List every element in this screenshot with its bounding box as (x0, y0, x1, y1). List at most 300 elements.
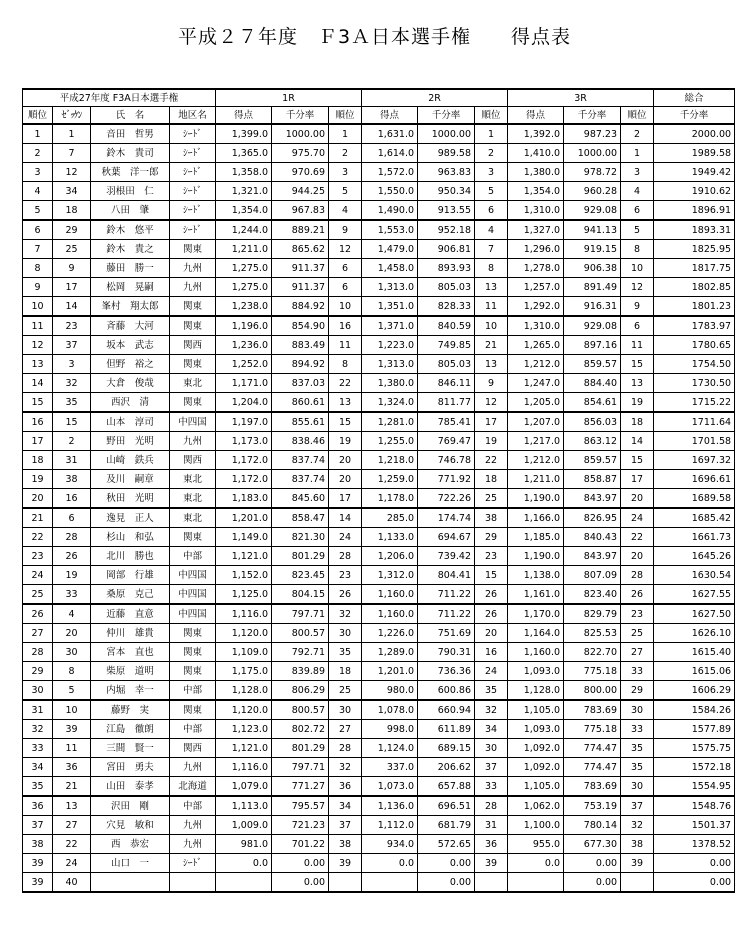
r1-rank-cell: 3 (329, 163, 362, 182)
r3-rank-cell: 14 (621, 432, 654, 451)
total-permil-cell: 1378.52 (654, 835, 735, 854)
r2-score-cell: 1,614.0 (362, 144, 418, 163)
region-cell: 関西 (170, 739, 216, 758)
r3-permil-cell: 843.97 (564, 489, 621, 509)
zekken-cell: 38 (53, 470, 91, 489)
r1-score-cell: 0.0 (216, 854, 272, 873)
r1-score-cell: 1,252.0 (216, 355, 272, 374)
r3-rank-cell: 20 (621, 547, 654, 566)
zekken-cell: 25 (53, 240, 91, 259)
total-permil-cell: 1615.40 (654, 643, 735, 662)
r1-score-cell: 1,173.0 (216, 432, 272, 451)
r2-permil-cell: 950.34 (418, 182, 475, 201)
region-cell: 九州 (170, 758, 216, 777)
r3-rank-cell: 6 (621, 201, 654, 221)
r2-score-cell: 1,351.0 (362, 297, 418, 317)
r2-permil-cell: 711.22 (418, 585, 475, 605)
total-permil-cell: 1584.26 (654, 700, 735, 720)
region-cell: 関東 (170, 240, 216, 259)
r3-permil-cell: 677.30 (564, 835, 621, 854)
region-cell: 中部 (170, 720, 216, 739)
zekken-cell: 4 (53, 604, 91, 624)
r3-permil-cell: 960.28 (564, 182, 621, 201)
r3-rank-cell: 26 (621, 585, 654, 605)
r1-rank-cell: 27 (329, 720, 362, 739)
rank-cell: 19 (23, 470, 53, 489)
r2-rank-cell: 10 (475, 316, 508, 336)
total-permil-cell: 0.00 (654, 873, 735, 893)
name-cell: 鈴木 貴之 (91, 240, 170, 259)
total-permil-cell: 1626.10 (654, 624, 735, 643)
r2-score-cell: 1,312.0 (362, 566, 418, 585)
r3-score-cell: 1,062.0 (508, 796, 564, 816)
r2-score-cell (362, 873, 418, 893)
rank-cell: 4 (23, 182, 53, 201)
region-cell: 北海道 (170, 777, 216, 797)
name-cell: 山崎 鉄兵 (91, 451, 170, 470)
table-row (23, 489, 735, 509)
header-r3-permil: 千分率 (564, 107, 621, 125)
r3-rank-cell: 28 (621, 566, 654, 585)
name-cell: 松岡 晃嗣 (91, 278, 170, 297)
table-row (23, 451, 735, 470)
r2-permil-cell: 913.55 (418, 201, 475, 221)
r1-score-cell: 1,365.0 (216, 144, 272, 163)
total-permil-cell: 1780.65 (654, 336, 735, 355)
r3-rank-cell: 15 (621, 355, 654, 374)
r1-score-cell: 1,197.0 (216, 412, 272, 432)
table-row (23, 643, 735, 662)
rank-cell: 13 (23, 355, 53, 374)
table-row (23, 566, 735, 585)
r2-permil-cell: 811.77 (418, 393, 475, 413)
r3-rank-cell: 35 (621, 739, 654, 758)
r1-score-cell: 1,201.0 (216, 508, 272, 528)
r1-permil-cell: 838.46 (272, 432, 329, 451)
r3-permil-cell: 807.09 (564, 566, 621, 585)
total-permil-cell: 1801.23 (654, 297, 735, 317)
r3-rank-cell: 27 (621, 643, 654, 662)
r2-score-cell: 1,313.0 (362, 355, 418, 374)
table-row (23, 240, 735, 259)
r2-score-cell: 1,133.0 (362, 528, 418, 547)
r1-score-cell: 1,113.0 (216, 796, 272, 816)
rank-cell: 24 (23, 566, 53, 585)
r2-permil-cell: 846.11 (418, 374, 475, 393)
r3-score-cell: 1,296.0 (508, 240, 564, 259)
name-cell: 藤田 勝一 (91, 259, 170, 278)
region-cell: 関西 (170, 336, 216, 355)
r2-permil-cell: 769.47 (418, 432, 475, 451)
r1-permil-cell: 855.61 (272, 412, 329, 432)
r3-rank-cell: 2 (621, 124, 654, 144)
name-cell: 江島 徹朗 (91, 720, 170, 739)
name-cell: 峯村 翔太郎 (91, 297, 170, 317)
r3-permil-cell: 780.14 (564, 816, 621, 835)
r2-rank-cell: 12 (475, 393, 508, 413)
r2-permil-cell: 749.85 (418, 336, 475, 355)
rank-cell: 39 (23, 854, 53, 873)
r1-permil-cell: 797.71 (272, 604, 329, 624)
table-row (23, 739, 735, 758)
total-permil-cell: 1661.73 (654, 528, 735, 547)
region-cell: 中四国 (170, 604, 216, 624)
r2-permil-cell: 736.36 (418, 662, 475, 681)
r1-permil-cell: 1000.00 (272, 124, 329, 144)
r3-score-cell: 1,160.0 (508, 643, 564, 662)
r3-score-cell: 1,164.0 (508, 624, 564, 643)
total-permil-cell: 1615.06 (654, 662, 735, 681)
r3-rank-cell: 19 (621, 393, 654, 413)
r1-permil-cell: 800.57 (272, 700, 329, 720)
r2-permil-cell: 689.15 (418, 739, 475, 758)
r2-permil-cell: 785.41 (418, 412, 475, 432)
r2-rank-cell: 20 (475, 624, 508, 643)
name-cell: 坂本 武志 (91, 336, 170, 355)
r2-permil-cell: 174.74 (418, 508, 475, 528)
r2-rank-cell: 3 (475, 163, 508, 182)
r2-rank-cell: 31 (475, 816, 508, 835)
r3-rank-cell: 18 (621, 412, 654, 432)
total-permil-cell: 1645.26 (654, 547, 735, 566)
r3-score-cell: 1,100.0 (508, 816, 564, 835)
r2-permil-cell: 1000.00 (418, 124, 475, 144)
r2-rank-cell: 1 (475, 124, 508, 144)
total-permil-cell: 1730.50 (654, 374, 735, 393)
r3-permil-cell: 774.47 (564, 739, 621, 758)
zekken-cell: 14 (53, 297, 91, 317)
r2-permil-cell: 657.88 (418, 777, 475, 797)
r3-score-cell: 1,292.0 (508, 297, 564, 317)
total-permil-cell: 2000.00 (654, 124, 735, 144)
name-cell: 西 恭宏 (91, 835, 170, 854)
r2-rank-cell: 13 (475, 355, 508, 374)
r2-permil-cell: 952.18 (418, 220, 475, 240)
r3-permil-cell: 1000.00 (564, 144, 621, 163)
r1-permil-cell: 911.37 (272, 259, 329, 278)
rank-cell: 15 (23, 393, 53, 413)
r2-score-cell: 998.0 (362, 720, 418, 739)
total-permil-cell: 1696.61 (654, 470, 735, 489)
header-r2-score: 得点 (362, 107, 418, 125)
r1-score-cell: 1,244.0 (216, 220, 272, 240)
r3-rank-cell: 35 (621, 758, 654, 777)
r2-permil-cell: 739.42 (418, 547, 475, 566)
name-cell: 鈴木 悠平 (91, 220, 170, 240)
r1-rank-cell: 26 (329, 585, 362, 605)
r1-score-cell: 1,236.0 (216, 336, 272, 355)
r3-permil-cell: 774.47 (564, 758, 621, 777)
rank-cell: 20 (23, 489, 53, 509)
zekken-cell: 5 (53, 681, 91, 701)
table-row (23, 835, 735, 854)
r2-rank-cell: 22 (475, 451, 508, 470)
name-cell: 桑原 克己 (91, 585, 170, 605)
r3-permil-cell: 863.12 (564, 432, 621, 451)
r1-score-cell: 1,116.0 (216, 758, 272, 777)
r3-permil-cell: 0.00 (564, 873, 621, 893)
r2-permil-cell: 746.78 (418, 451, 475, 470)
r1-score-cell (216, 873, 272, 893)
rank-cell: 35 (23, 777, 53, 797)
name-cell: 宮田 勇夫 (91, 758, 170, 777)
r3-permil-cell: 884.40 (564, 374, 621, 393)
rank-cell: 6 (23, 220, 53, 240)
r3-permil-cell: 859.57 (564, 451, 621, 470)
region-cell: 九州 (170, 259, 216, 278)
table-row (23, 336, 735, 355)
region-cell: 東北 (170, 374, 216, 393)
r3-rank-cell: 11 (621, 336, 654, 355)
total-permil-cell: 1711.64 (654, 412, 735, 432)
header-total: 総合 (654, 89, 735, 107)
r2-rank-cell: 36 (475, 835, 508, 854)
zekken-cell: 28 (53, 528, 91, 547)
zekken-cell: 39 (53, 720, 91, 739)
zekken-cell: 16 (53, 489, 91, 509)
header-round-1: 1R (216, 89, 362, 107)
rank-cell: 11 (23, 316, 53, 336)
r2-permil-cell: 751.69 (418, 624, 475, 643)
r1-score-cell: 1,204.0 (216, 393, 272, 413)
r3-permil-cell: 919.15 (564, 240, 621, 259)
total-permil-cell: 1783.97 (654, 316, 735, 336)
zekken-cell: 10 (53, 700, 91, 720)
r1-rank-cell: 4 (329, 201, 362, 221)
r2-score-cell: 1,160.0 (362, 604, 418, 624)
name-cell: 北川 勝也 (91, 547, 170, 566)
table-row (23, 278, 735, 297)
zekken-cell: 7 (53, 144, 91, 163)
r1-permil-cell: 865.62 (272, 240, 329, 259)
r3-score-cell: 1,327.0 (508, 220, 564, 240)
r1-permil-cell: 860.61 (272, 393, 329, 413)
zekken-cell: 1 (53, 124, 91, 144)
r1-rank-cell: 15 (329, 412, 362, 432)
region-cell: 関西 (170, 451, 216, 470)
zekken-cell: 21 (53, 777, 91, 797)
r1-score-cell: 1,120.0 (216, 624, 272, 643)
r1-rank-cell: 38 (329, 835, 362, 854)
table-row (23, 124, 735, 144)
r2-permil-cell: 694.67 (418, 528, 475, 547)
table-row (23, 662, 735, 681)
zekken-cell: 3 (53, 355, 91, 374)
total-permil-cell: 1893.31 (654, 220, 735, 240)
total-permil-cell: 1989.58 (654, 144, 735, 163)
r2-rank-cell: 24 (475, 662, 508, 681)
zekken-cell: 12 (53, 163, 91, 182)
r2-score-cell: 1,218.0 (362, 451, 418, 470)
region-cell (170, 873, 216, 893)
r3-score-cell: 1,128.0 (508, 681, 564, 701)
r2-score-cell: 1,112.0 (362, 816, 418, 835)
r2-score-cell: 1,078.0 (362, 700, 418, 720)
r3-rank-cell: 20 (621, 489, 654, 509)
r1-permil-cell: 837.74 (272, 470, 329, 489)
table-row (23, 604, 735, 624)
r3-permil-cell: 826.95 (564, 508, 621, 528)
r1-rank-cell: 16 (329, 316, 362, 336)
rank-cell: 18 (23, 451, 53, 470)
r2-score-cell: 1,259.0 (362, 470, 418, 489)
r1-permil-cell: 771.27 (272, 777, 329, 797)
header-round-2: 2R (362, 89, 508, 107)
r3-rank-cell: 37 (621, 796, 654, 816)
r1-rank-cell: 37 (329, 816, 362, 835)
r3-score-cell: 1,207.0 (508, 412, 564, 432)
header-event-label: 平成27年度 F3A日本選手権 (23, 89, 216, 107)
r1-permil-cell: 883.49 (272, 336, 329, 355)
region-cell: 関東 (170, 355, 216, 374)
name-cell (91, 873, 170, 893)
zekken-cell: 27 (53, 816, 91, 835)
r1-permil-cell: 0.00 (272, 873, 329, 893)
r2-rank-cell: 16 (475, 643, 508, 662)
r1-rank-cell: 20 (329, 470, 362, 489)
table-row (23, 220, 735, 240)
r1-rank-cell: 18 (329, 662, 362, 681)
r2-score-cell: 1,313.0 (362, 278, 418, 297)
table-row (23, 585, 735, 605)
r3-rank-cell: 33 (621, 720, 654, 739)
table-row (23, 624, 735, 643)
title-sub: 得点表 (511, 26, 572, 48)
r1-permil-cell: 0.00 (272, 854, 329, 873)
r1-score-cell: 1,275.0 (216, 278, 272, 297)
r1-rank-cell: 5 (329, 182, 362, 201)
r2-score-cell: 1,160.0 (362, 585, 418, 605)
total-permil-cell: 1949.42 (654, 163, 735, 182)
r1-rank-cell: 17 (329, 489, 362, 509)
name-cell: 斉藤 大河 (91, 316, 170, 336)
table-row (23, 259, 735, 278)
r3-permil-cell: 0.00 (564, 854, 621, 873)
zekken-cell: 30 (53, 643, 91, 662)
r2-permil-cell: 771.92 (418, 470, 475, 489)
table-row (23, 182, 735, 201)
r3-permil-cell: 987.23 (564, 124, 621, 144)
r2-permil-cell: 206.62 (418, 758, 475, 777)
r3-score-cell: 955.0 (508, 835, 564, 854)
r3-rank-cell: 8 (621, 240, 654, 259)
r2-score-cell: 980.0 (362, 681, 418, 701)
total-permil-cell: 1910.62 (654, 182, 735, 201)
region-cell: 中部 (170, 547, 216, 566)
r1-rank-cell: 22 (329, 374, 362, 393)
r3-permil-cell: 929.08 (564, 316, 621, 336)
r3-rank-cell: 17 (621, 470, 654, 489)
zekken-cell: 2 (53, 432, 91, 451)
r2-rank-cell: 17 (475, 412, 508, 432)
rank-cell: 30 (23, 681, 53, 701)
r1-rank-cell: 9 (329, 220, 362, 240)
r1-rank-cell: 10 (329, 297, 362, 317)
r1-rank-cell: 1 (329, 124, 362, 144)
r1-rank-cell: 28 (329, 739, 362, 758)
r3-rank-cell: 30 (621, 700, 654, 720)
table-row (23, 316, 735, 336)
r2-score-cell: 1,371.0 (362, 316, 418, 336)
r1-score-cell: 981.0 (216, 835, 272, 854)
r1-score-cell: 1,149.0 (216, 528, 272, 547)
r1-score-cell: 1,171.0 (216, 374, 272, 393)
r2-rank-cell: 11 (475, 297, 508, 317)
name-cell: 近藤 直意 (91, 604, 170, 624)
r3-permil-cell: 856.03 (564, 412, 621, 432)
r3-score-cell: 1,170.0 (508, 604, 564, 624)
header-r2-permil: 千分率 (418, 107, 475, 125)
r3-rank-cell: 23 (621, 604, 654, 624)
name-cell: 山本 淳司 (91, 412, 170, 432)
table-row (23, 796, 735, 816)
region-cell: 九州 (170, 432, 216, 451)
r1-rank-cell: 25 (329, 681, 362, 701)
r3-rank-cell: 15 (621, 451, 654, 470)
zekken-cell: 40 (53, 873, 91, 893)
r2-score-cell: 1,458.0 (362, 259, 418, 278)
region-cell: ｼｰﾄﾞ (170, 854, 216, 873)
r3-permil-cell: 800.00 (564, 681, 621, 701)
r1-score-cell: 1,196.0 (216, 316, 272, 336)
r3-permil-cell: 854.61 (564, 393, 621, 413)
table-row (23, 720, 735, 739)
table-row (23, 412, 735, 432)
r1-permil-cell: 970.69 (272, 163, 329, 182)
r2-score-cell: 1,223.0 (362, 336, 418, 355)
r1-rank-cell: 6 (329, 278, 362, 297)
r3-permil-cell: 783.69 (564, 777, 621, 797)
r2-score-cell: 1,281.0 (362, 412, 418, 432)
r2-score-cell: 1,073.0 (362, 777, 418, 797)
zekken-cell: 26 (53, 547, 91, 566)
total-permil-cell: 1575.75 (654, 739, 735, 758)
r3-permil-cell: 783.69 (564, 700, 621, 720)
r3-permil-cell: 929.08 (564, 201, 621, 221)
name-cell: 音田 哲男 (91, 124, 170, 144)
r2-rank-cell: 7 (475, 240, 508, 259)
r1-permil-cell: 806.29 (272, 681, 329, 701)
name-cell: 野田 光明 (91, 432, 170, 451)
r3-rank-cell: 1 (621, 144, 654, 163)
title-main: 平成２７年度 Ｆ3Ａ日本選手権 (177, 26, 472, 48)
header-rank: 順位 (23, 107, 53, 125)
table-row (23, 873, 735, 893)
r2-score-cell: 1,553.0 (362, 220, 418, 240)
r1-score-cell: 1,123.0 (216, 720, 272, 739)
r2-score-cell: 1,550.0 (362, 182, 418, 201)
r3-score-cell: 1,185.0 (508, 528, 564, 547)
zekken-cell: 34 (53, 182, 91, 201)
r2-permil-cell: 722.26 (418, 489, 475, 509)
r2-rank-cell: 19 (475, 432, 508, 451)
rank-cell: 10 (23, 297, 53, 317)
page-title (0, 22, 749, 49)
r3-permil-cell: 978.72 (564, 163, 621, 182)
total-permil-cell: 1825.95 (654, 240, 735, 259)
rank-cell: 5 (23, 201, 53, 221)
r1-score-cell: 1,399.0 (216, 124, 272, 144)
r3-score-cell: 1,380.0 (508, 163, 564, 182)
r2-rank-cell: 21 (475, 336, 508, 355)
zekken-cell: 37 (53, 336, 91, 355)
name-cell: 及川 嗣章 (91, 470, 170, 489)
r1-rank-cell: 30 (329, 700, 362, 720)
header-r3-rank: 順位 (621, 107, 654, 125)
r2-permil-cell: 696.51 (418, 796, 475, 816)
r3-score-cell: 1,092.0 (508, 758, 564, 777)
header-r2-rank: 順位 (475, 107, 508, 125)
